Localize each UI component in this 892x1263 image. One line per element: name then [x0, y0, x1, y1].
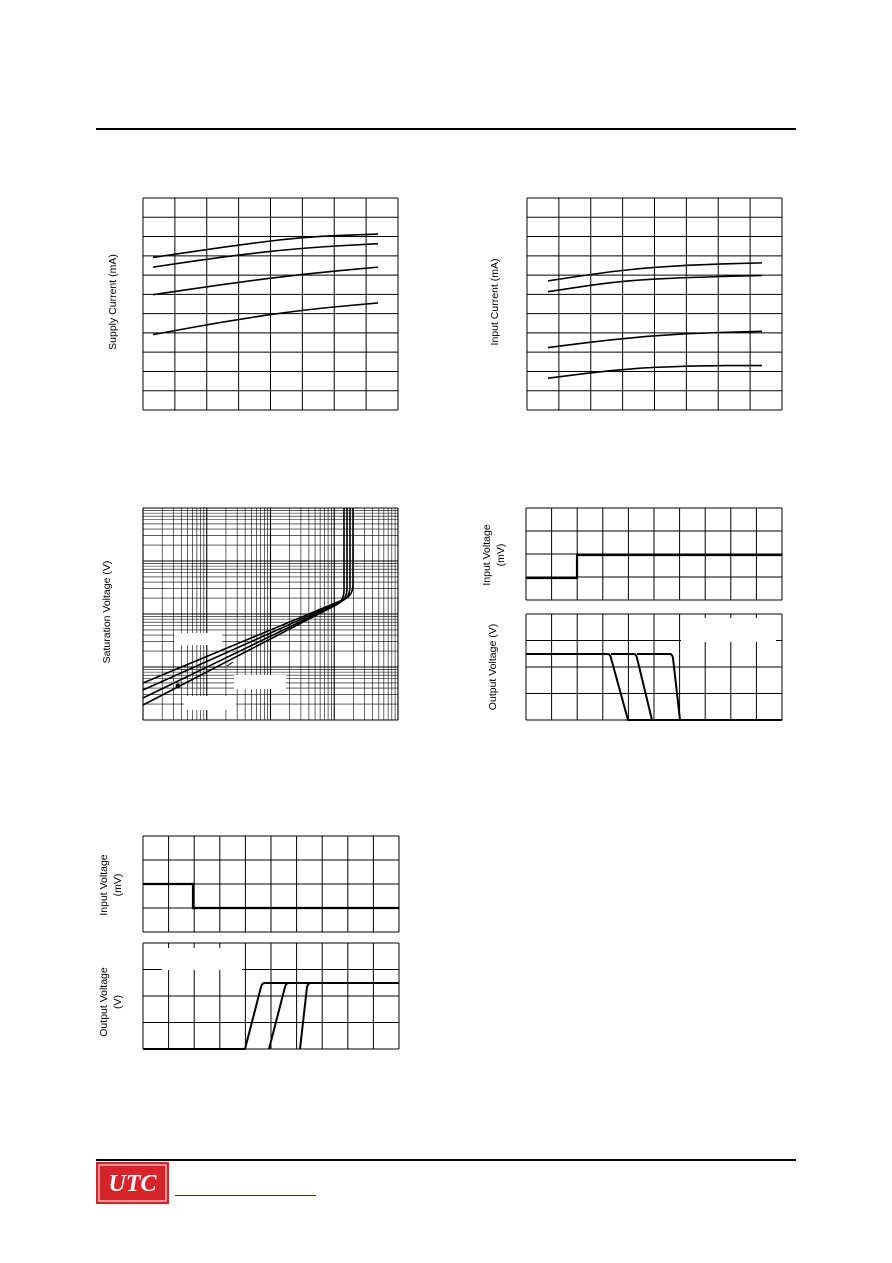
supply-current-chart	[96, 190, 406, 420]
label-blank	[681, 618, 776, 642]
response-left-input-ylabel-2: (mV)	[112, 873, 124, 897]
output-step-2	[611, 654, 652, 720]
response-left-output-ylabel-1: Output Voltage	[98, 967, 110, 1037]
pointer-dot-1	[176, 684, 181, 689]
supply-current-curves	[153, 234, 378, 335]
label-blank-1	[174, 633, 222, 645]
input-current-grid	[527, 198, 782, 410]
website-link-underline[interactable]	[175, 1195, 316, 1196]
output-step-2	[269, 983, 289, 1049]
label-blank-3	[184, 696, 236, 710]
response-left-output-ylabel-2: (V)	[112, 995, 124, 1009]
series-line	[153, 267, 378, 295]
saturation-voltage-ylabel: Saturation Voltage (V)	[101, 560, 113, 664]
saturation-voltage-chart	[96, 500, 406, 730]
response-right-input-ylabel-1: Input Voltage	[481, 524, 493, 586]
series-line	[153, 303, 378, 335]
header-rule	[96, 128, 796, 130]
pointer-arrow-1	[227, 662, 233, 666]
label-blank	[162, 948, 242, 970]
response-right-chart	[476, 500, 792, 730]
supply-current-ylabel: Supply Current (mA)	[107, 254, 119, 350]
response-left-input-ylabel-1: Input Voltage	[98, 854, 110, 916]
response-right-output-ylabel: Output Voltage (V)	[487, 623, 499, 711]
series-line	[143, 508, 350, 690]
label-blank-2	[234, 675, 286, 689]
series-line	[143, 508, 353, 683]
response-left-chart	[90, 830, 406, 1060]
footer-rule	[96, 1159, 796, 1161]
input-current-ylabel: Input Current (mA)	[489, 258, 501, 346]
output-step-3	[300, 983, 311, 1049]
response-right-input-ylabel-2: (mV)	[495, 543, 507, 567]
input-current-chart	[480, 190, 790, 420]
utc-logo	[96, 1162, 169, 1204]
svg-text:UTC: UTC	[108, 1171, 157, 1197]
